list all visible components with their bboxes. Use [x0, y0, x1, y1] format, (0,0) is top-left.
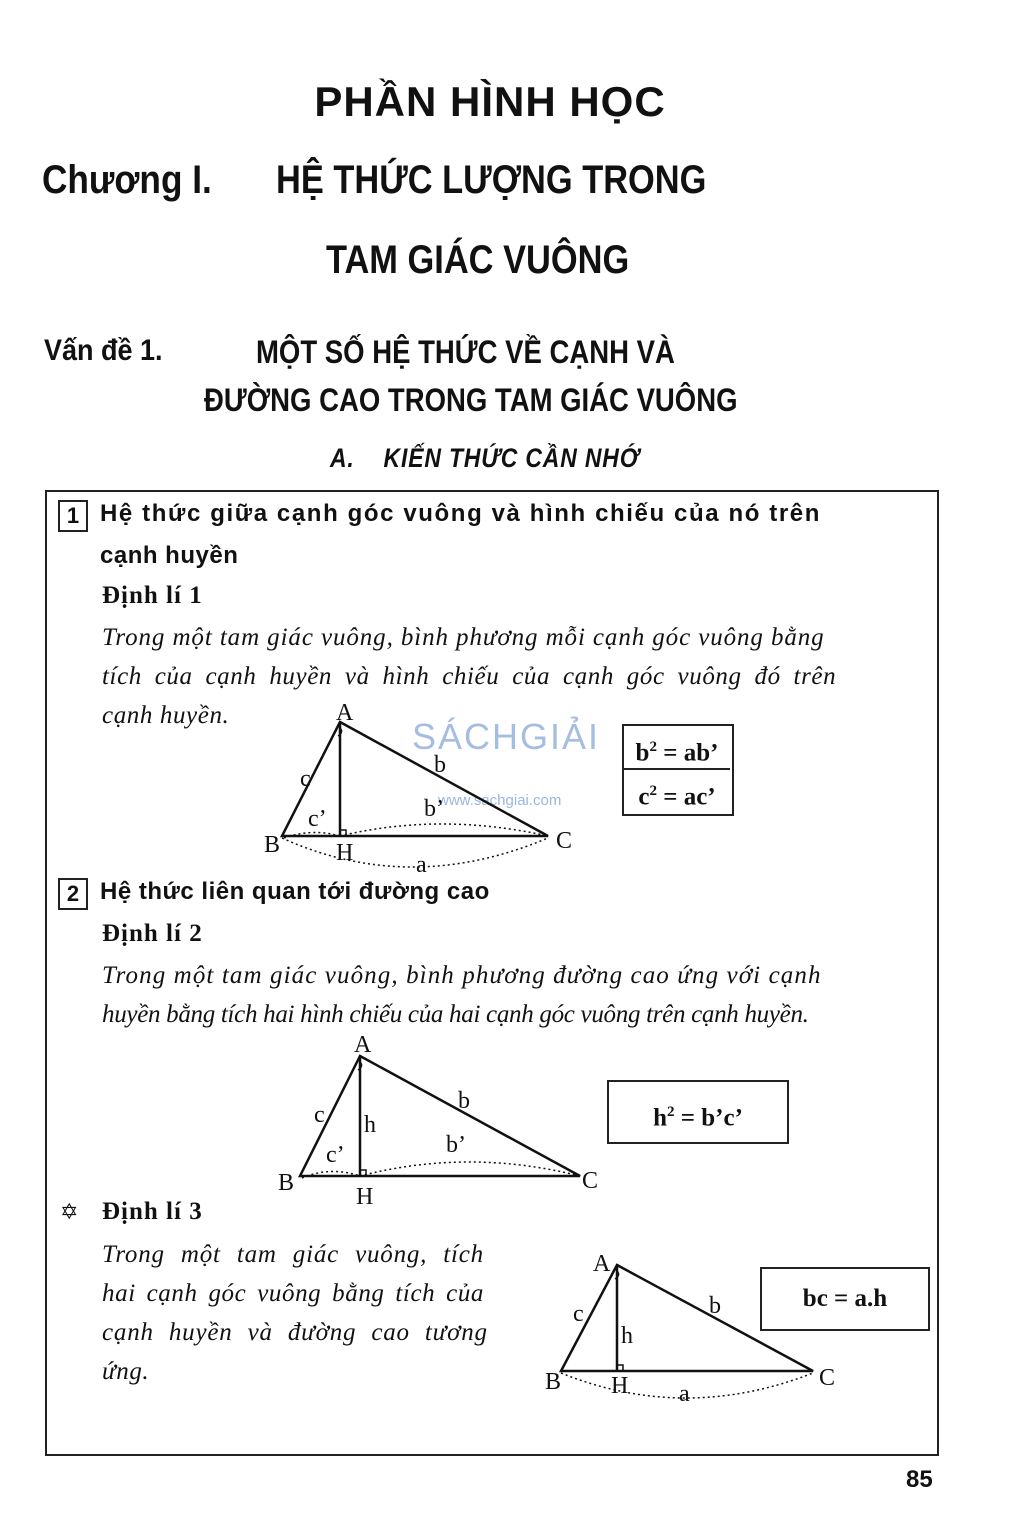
label-side-b: b: [434, 752, 446, 778]
section-2-number: [58, 878, 88, 910]
theorem-3-line3: cạnh huyền và đường cao tương: [102, 1319, 488, 1346]
issue-label: Vấn đề 1.: [44, 334, 163, 367]
formula-b-squared: [624, 726, 730, 770]
label-side-c: c: [300, 766, 311, 792]
label-side-c: c: [314, 1102, 325, 1128]
part-title: PHẦN HÌNH HỌC: [314, 78, 666, 125]
arc-b-prime: [340, 824, 548, 836]
label-b-prime: b’: [446, 1132, 466, 1158]
label-b-vertex: B: [278, 1170, 295, 1196]
page-number: 85: [906, 1466, 933, 1493]
section-number-badge: 1: [58, 500, 88, 532]
theorem-1-line2: tích của cạnh huyền và hình chiếu của cạnh góc vuông đó trên: [102, 663, 837, 690]
label-side-c: c: [573, 1301, 584, 1327]
arc-b-prime: [360, 1162, 580, 1176]
label-a-vertex: A: [336, 700, 354, 726]
chapter-label: Chương I.: [42, 158, 212, 202]
label-b-vertex: B: [545, 1369, 562, 1395]
theorem-2-line1: Trong một tam giác vuông, bình phương đường cao ứng với cạnh: [102, 962, 822, 989]
formula-1-exponent: 2: [649, 739, 657, 755]
label-h-foot: H: [611, 1373, 629, 1399]
theorem-3-line4: ứng.: [102, 1358, 150, 1385]
theorem-1-line3: cạnh huyền.: [102, 702, 230, 729]
theorem-1-line1: Trong một tam giác vuông, bình phương mỗi cạnh góc vuông bằng: [102, 624, 825, 651]
formula-box-theorem-1: [622, 724, 734, 816]
section-number-badge: 2: [58, 878, 88, 910]
watermark-logo: SÁCHGIẢI: [412, 716, 601, 757]
formula-h-rhs: = b’c’: [674, 1104, 743, 1132]
label-side-b: b: [458, 1088, 470, 1114]
chapter-title-line1: HỆ THỨC LƯỢNG TRONG: [276, 158, 707, 202]
section-heading-a: A. KIẾN THỨC CẦN NHỚ: [330, 443, 640, 473]
theorem-3-line2: hai cạnh góc vuông bằng tích của: [102, 1280, 485, 1307]
theorem-2-line2: huyền bằng tích hai hình chiếu của hai cạnh góc vuông trên cạnh huyền.: [102, 1001, 809, 1028]
chapter-title-line2: TAM GIÁC VUÔNG: [326, 238, 630, 282]
formula-box-theorem-2: [607, 1080, 789, 1144]
formula-c-squared: [624, 770, 730, 812]
figure-2-triangle: [268, 1028, 608, 1213]
label-altitude-h: h: [364, 1112, 376, 1138]
issue-title-line2: ĐƯỜNG CAO TRONG TAM GIÁC VUÔNG: [204, 382, 738, 418]
watermark-url: www.sachgiai.com: [438, 792, 562, 809]
label-altitude-h: h: [621, 1323, 633, 1349]
label-side-b: b: [709, 1293, 721, 1319]
formula-1-base: b: [635, 739, 650, 767]
label-a-vertex: A: [354, 1032, 372, 1058]
label-c-vertex: C: [819, 1365, 836, 1391]
figure-1-triangle: [250, 700, 590, 880]
label-a-vertex: A: [593, 1251, 611, 1277]
arc-a: [282, 838, 548, 867]
formula-2-rhs: = ac’: [656, 783, 716, 811]
label-c-vertex: C: [556, 828, 573, 854]
formula-1-rhs: = ab’: [656, 739, 719, 767]
label-c-vertex: C: [582, 1168, 599, 1194]
label-c-prime: c’: [326, 1142, 345, 1168]
section-1-heading-line1: Hệ thức giữa cạnh góc vuông và hình chiếu của nó trên: [100, 500, 821, 527]
label-c-prime: c’: [308, 806, 327, 832]
label-side-a: a: [416, 852, 427, 878]
formula-box-theorem-3: bc = a.h: [760, 1267, 930, 1331]
label-side-a: a: [679, 1381, 690, 1407]
section-2-heading: Hệ thức liên quan tới đường cao: [100, 878, 490, 905]
label-b-vertex: B: [264, 832, 281, 858]
theorem-2-title: Định lí 2: [102, 920, 203, 947]
star-bullet-icon: ✡: [60, 1200, 79, 1225]
formula-2-base: c: [638, 783, 650, 811]
label-h-foot: H: [356, 1184, 374, 1210]
theorem-3-title: Định lí 3: [102, 1198, 203, 1225]
theorem-1-title: Định lí 1: [102, 582, 203, 609]
section-1-heading-line2: cạnh huyền: [100, 542, 239, 569]
theorem-3-line1: Trong một tam giác vuông, tích: [102, 1241, 484, 1268]
formula-h-base: h: [653, 1104, 667, 1132]
label-b-prime: b’: [424, 796, 444, 822]
section-1-number: [58, 500, 88, 532]
formula-2-exponent: 2: [649, 783, 657, 799]
issue-title-line1: MỘT SỐ HỆ THỨC VỀ CẠNH VÀ: [256, 334, 675, 370]
formula-h-exponent: 2: [667, 1104, 675, 1120]
label-h-foot: H: [336, 840, 354, 866]
